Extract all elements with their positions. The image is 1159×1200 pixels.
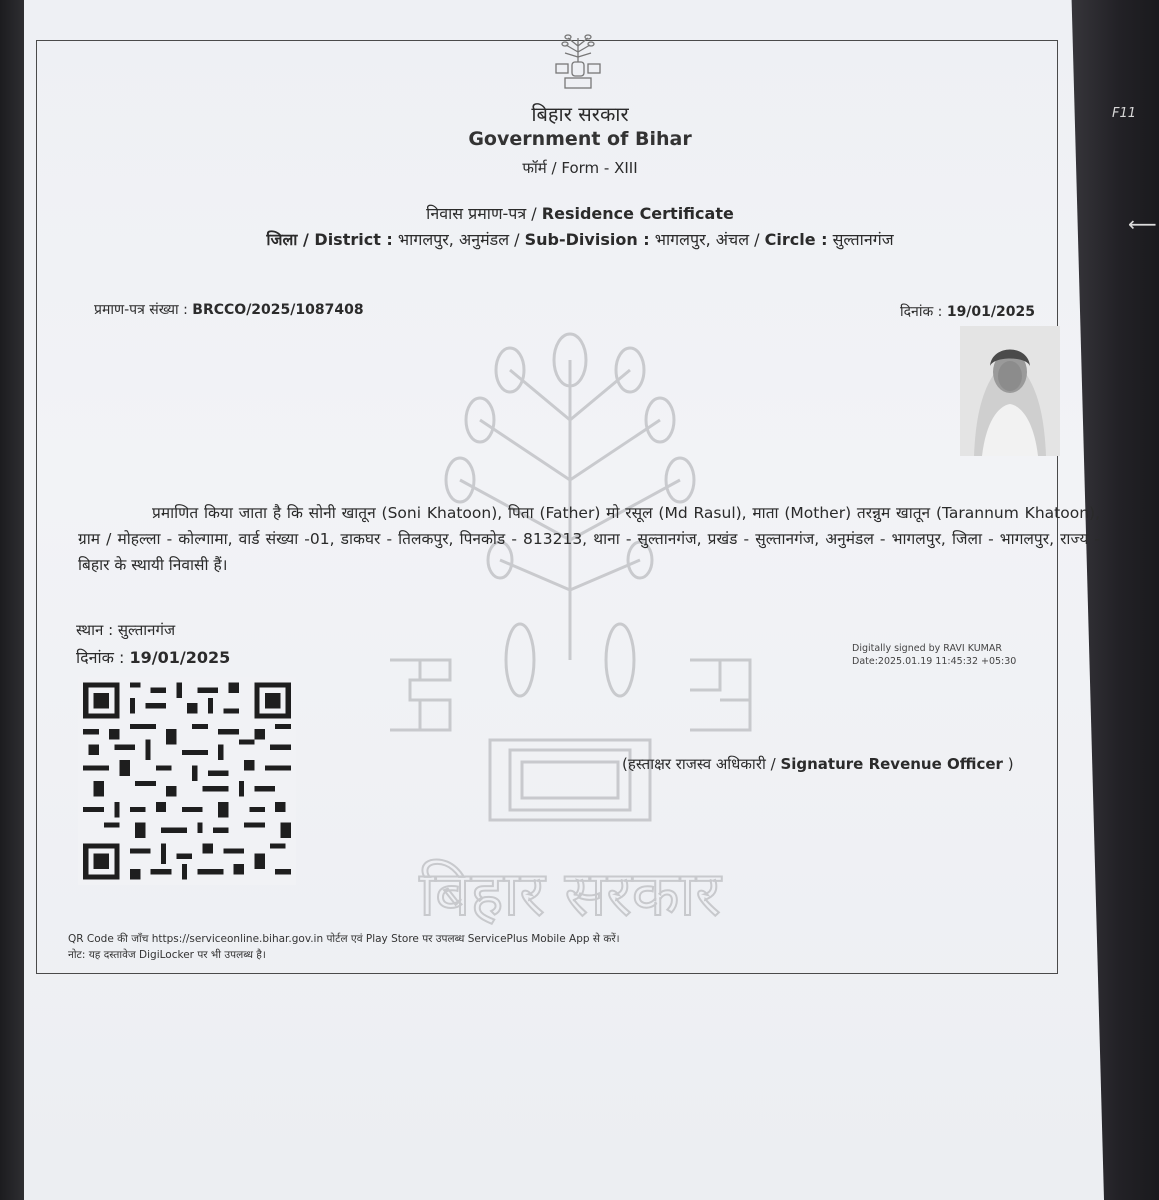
place: स्थान : सुल्तानगंज: [76, 621, 176, 639]
footer-date: [76, 646, 230, 668]
cert-number-value: BRCCO/2025/1087408: [192, 302, 364, 318]
signature-english: Signature Revenue Officer: [780, 755, 1003, 773]
header-hindi-govt: बिहार सरकार: [531, 102, 629, 126]
bihar-emblem-icon: [538, 32, 618, 94]
cert-type-english: Residence Certificate: [541, 204, 734, 223]
signature-hindi: (हस्ताक्षर राजस्व अधिकारी /: [622, 755, 781, 773]
qr-verification-note: QR Code की जाँच https://serviceonline.bihar.gov.in पोर्टल एवं Play Store पर उपलब्ध ServicePlus Mobile App से करें।: [68, 933, 620, 945]
cert-date-value: 19/01/2025: [946, 304, 1035, 320]
header-form-number: फॉर्म / Form - XIII: [522, 159, 638, 177]
footer-date-value: 19/01/2025: [129, 648, 231, 667]
certificate-body: प्रमाणित किया जाता है कि सोनी खातून (Soni Khatoon), पिता (Father) मो रसूल (Md Rasul), माता (Mother) तरन्नुम खातून (Tarannum Khatoon), ग्राम / मोहल्ला - कोल्गामा, वार्ड संख्या -01, डाकघर - तिलकपुर, पिनकोड - 813213, थाना - सुल्तानगंज, प्रखंड - सुल्तानगंज, अनुमंडल - भागलपुर, जिला - भागलपुर, राज्य - बिहार के स्थायी निवासी हैं।: [78, 504, 1100, 574]
person-photo-icon: [960, 326, 1060, 456]
footer-date-label: दिनांक :: [76, 648, 130, 667]
arrow-icon: ⟵: [1128, 212, 1157, 236]
certificate-type: [300, 202, 860, 224]
district-value: भागलपुर, अनुमंडल /: [392, 230, 525, 249]
certificate-date: [900, 302, 1035, 321]
signature-label: [622, 754, 1014, 774]
cert-date-label: दिनांक :: [900, 304, 947, 320]
district-label: जिला / District :: [266, 230, 393, 249]
circle-value: सुल्तानगंज: [827, 230, 894, 249]
location-line: [120, 228, 1040, 250]
cert-type-hindi: निवास प्रमाण-पत्र /: [426, 204, 542, 223]
keyboard-key-label: F11: [1112, 106, 1137, 121]
cert-number-label: प्रमाण-पत्र संख्या :: [94, 302, 193, 318]
digital-signature-name: Digitally signed by RAVI KUMAR: [852, 643, 1002, 654]
qr-code-icon[interactable]: [78, 676, 296, 886]
applicant-photo: [960, 326, 1060, 456]
subdivision-label: Sub-Division :: [524, 230, 650, 249]
digital-signature: [852, 642, 1016, 668]
subdivision-value: भागलपुर, अंचल /: [649, 230, 765, 249]
header-govt-title: Government of Bihar: [468, 128, 692, 150]
circle-label: Circle :: [764, 230, 828, 249]
digilocker-note: नोट: यह दस्तावेज DigiLocker पर भी उपलब्ध है।: [68, 949, 266, 961]
watermark-emblem: [360, 330, 780, 940]
watermark-text: बिहार सरकार: [419, 857, 721, 930]
digital-signature-date: Date:2025.01.19 11:45:32 +05:30: [852, 656, 1017, 667]
signature-close: ): [1002, 755, 1014, 773]
certificate-number: [94, 300, 364, 319]
